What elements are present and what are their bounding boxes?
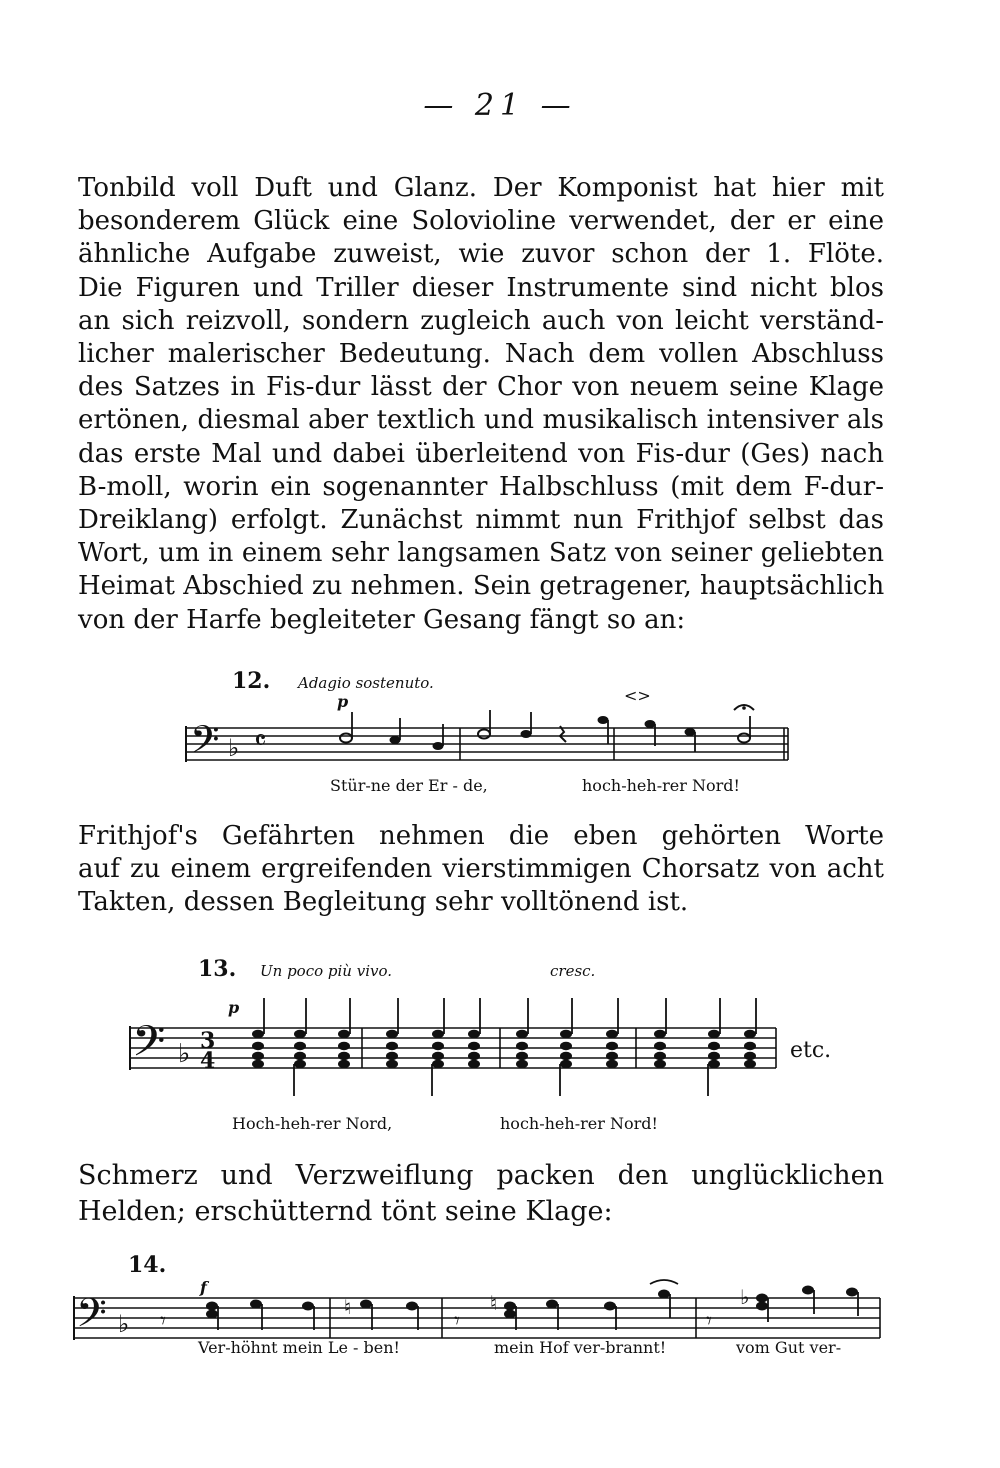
chord-note: [606, 1030, 618, 1038]
chord-note: [654, 1060, 666, 1068]
chord-note: [252, 1042, 264, 1050]
chord-note: [744, 1060, 756, 1068]
chord-note: [338, 1052, 350, 1060]
chord-note: [386, 1042, 398, 1050]
chord-note: [338, 1060, 350, 1068]
text-line: Dreiklang) erfolgt. Zunächst nimmt nun Frithjof selbst das: [78, 505, 884, 536]
chord-note: [516, 1030, 528, 1038]
chord-note: [468, 1042, 480, 1050]
music-example-12: [0, 660, 1000, 810]
chord-note: [708, 1052, 720, 1060]
chord-note: [560, 1042, 572, 1050]
chord-note: [744, 1052, 756, 1060]
lyrics-line: Ver-höhnt mein Le - ben!: [198, 1338, 400, 1357]
svg-text:♭: ♭: [118, 1310, 130, 1338]
chord-note: [708, 1060, 720, 1068]
text-line: licher malerischer Bedeutung. Nach dem vollen Abschluss: [78, 339, 884, 370]
svg-text:𝄢: 𝄢: [132, 1017, 166, 1077]
page-number: — 21 —: [423, 88, 577, 123]
dynamic-marking: p: [228, 998, 240, 1017]
text-line: Frithjof's Gefährten nehmen die eben gehörten Worte: [78, 821, 884, 851]
paragraph-3: [78, 1158, 884, 1230]
chord-note: [252, 1030, 264, 1038]
svg-text:𝄢: 𝄢: [190, 717, 220, 771]
staff-example-13: [0, 950, 1000, 1110]
chord-note: [516, 1060, 528, 1068]
hairpin-marking: <>: [624, 686, 651, 705]
chord-note: [516, 1052, 528, 1060]
chord-note: [294, 1060, 306, 1068]
chord-note: [386, 1052, 398, 1060]
svg-text:𝄴: 𝄴: [254, 724, 267, 757]
chord-note: [744, 1042, 756, 1050]
lyrics-line: Hoch-heh-rer Nord,: [232, 1114, 393, 1133]
example-number: 13.: [198, 956, 237, 982]
chord-note: [338, 1030, 350, 1038]
lyrics-line: Stür-ne der Er - de,: [330, 776, 488, 795]
text-line: Takten, dessen Begleitung sehr volltönend ist.: [78, 887, 689, 918]
text-line: Die Figuren und Triller dieser Instrumente sind nicht blos: [78, 272, 884, 303]
chord-note: [432, 1030, 444, 1038]
chord-note: [744, 1030, 756, 1038]
svg-text:♭: ♭: [740, 1285, 750, 1309]
chord-note: [606, 1052, 618, 1060]
staff-example-12: [0, 660, 1000, 780]
text-line: Wort, um in einem sehr langsamen Satz von seiner geliebten: [78, 538, 884, 569]
chord-note: [432, 1052, 444, 1060]
svg-text:3: 3: [200, 1028, 216, 1054]
dynamic-marking: f: [200, 1278, 207, 1297]
text-line: Heimat Abschied zu nehmen. Sein getragener, hauptsächlich: [78, 571, 885, 602]
chord-note: [252, 1052, 264, 1060]
svg-text:𝄾: 𝄾: [706, 1309, 712, 1334]
svg-text:♮: ♮: [490, 1291, 498, 1315]
svg-text:𝄾: 𝄾: [454, 1309, 460, 1334]
chord-note: [468, 1052, 480, 1060]
chord-note: [606, 1060, 618, 1068]
chord-note: [708, 1042, 720, 1050]
etc-text: etc.: [790, 1038, 832, 1063]
cresc-marking: cresc.: [550, 962, 596, 980]
lyrics-line: hoch-heh-rer Nord!: [582, 776, 740, 795]
example-number: 12.: [232, 668, 271, 694]
chord-note: [432, 1060, 444, 1068]
text-line: des Satzes in Fis-dur lässt der Chor von neuem seine Klage: [78, 372, 884, 403]
chord-note: [654, 1030, 666, 1038]
text-line: auf zu einem ergreifenden vierstimmigen Chorsatz von acht: [78, 854, 884, 885]
lyrics-line: hoch-heh-rer Nord!: [500, 1114, 658, 1133]
text-line: das erste Mal und dabei überleitend von Fis-dur (Ges) nach: [78, 438, 884, 469]
text-line: Helden; erschütternd tönt seine Klage:: [78, 1196, 613, 1227]
tempo-marking: Un poco più vivo.: [260, 962, 393, 980]
chord-note: [708, 1030, 720, 1038]
text-line: B-moll, worin ein sogenannter Halbschluss (mit dem F-dur-: [78, 471, 884, 502]
chord-note: [252, 1060, 264, 1068]
chord-note: [560, 1052, 572, 1060]
chord-note: [386, 1060, 398, 1068]
chord-note: [294, 1052, 306, 1060]
paragraph-1: [78, 172, 884, 637]
text-line: ertönen, diesmal aber textlich und musikalisch intensiver als: [78, 405, 884, 436]
example-number: 14.: [128, 1252, 167, 1278]
chord-note: [560, 1030, 572, 1038]
paragraph-2: [78, 820, 884, 920]
svg-text:♮: ♮: [344, 1295, 352, 1319]
svg-text:♭: ♭: [178, 1039, 191, 1069]
svg-text:𝄾: 𝄾: [160, 1309, 166, 1334]
text-line: von der Harfe begleiteter Gesang fängt so an:: [78, 604, 686, 635]
chord-note: [560, 1060, 572, 1068]
text-line: besonderem Glück eine Solovioline verwendet, der er eine: [78, 206, 884, 237]
dynamic-marking: p: [337, 692, 349, 711]
text-line: Schmerz und Verzweiflung packen den unglücklichen: [78, 1160, 884, 1191]
text-line: an sich reizvoll, sondern zugleich auch von leicht verständ-: [78, 305, 884, 336]
chord-note: [606, 1042, 618, 1050]
svg-text:𝄢: 𝄢: [76, 1290, 107, 1346]
svg-text:4: 4: [200, 1048, 216, 1074]
music-example-14: [0, 1248, 1000, 1388]
tempo-marking: Adagio sostenuto.: [298, 674, 434, 692]
chord-note: [432, 1042, 444, 1050]
svg-text:♭: ♭: [228, 734, 240, 762]
text-line: Tonbild voll Duft und Glanz. Der Komponist hat hier mit: [78, 173, 884, 203]
chord-note: [654, 1052, 666, 1060]
text-line: ähnliche Aufgabe zuweist, wie zuvor schon der 1. Flöte.: [78, 239, 884, 270]
chord-note: [468, 1060, 480, 1068]
chord-note: [468, 1030, 480, 1038]
chord-note: [294, 1030, 306, 1038]
music-example-13: [0, 950, 1000, 1140]
chord-note: [386, 1030, 398, 1038]
chord-note: [294, 1042, 306, 1050]
lyrics-line: mein Hof ver-brannt!: [494, 1338, 667, 1357]
chord-note: [516, 1042, 528, 1050]
chord-note: [338, 1042, 350, 1050]
chord-note: [654, 1042, 666, 1050]
lyrics-line: vom Gut ver-: [736, 1338, 842, 1357]
